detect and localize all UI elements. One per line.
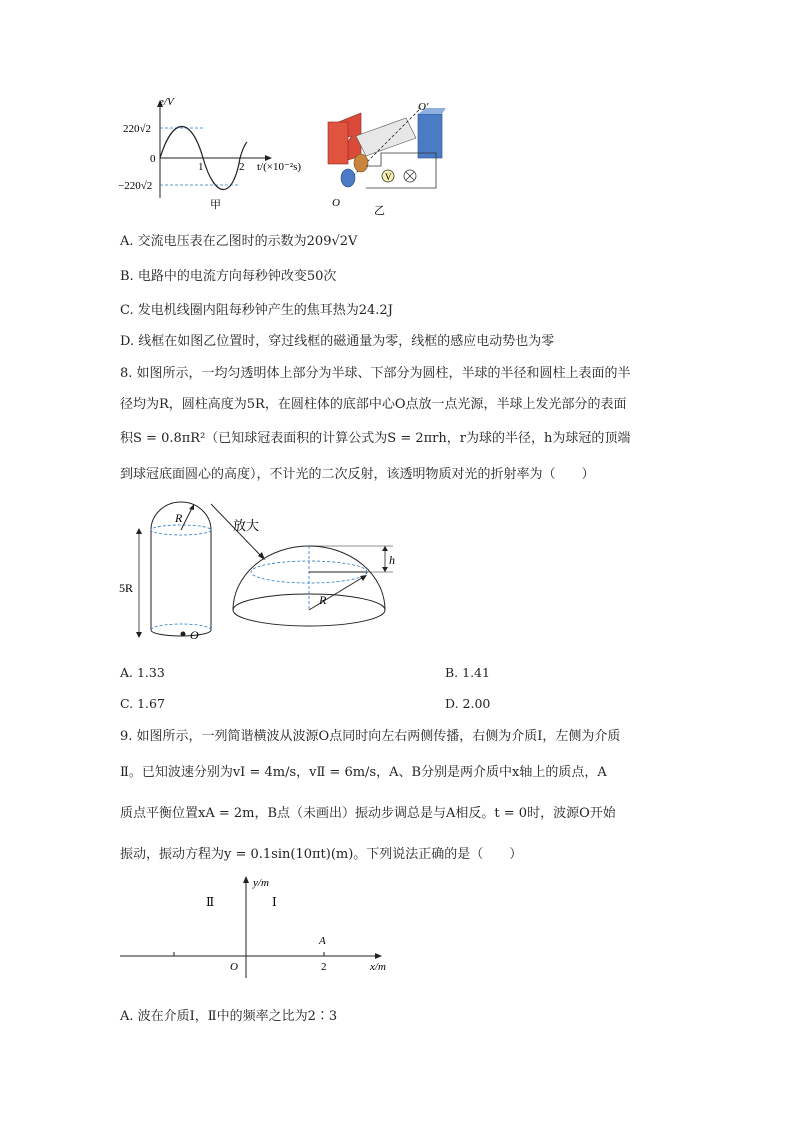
q7-option-d: D. 线框在如图乙位置时，穿过线框的磁通量为零，线框的感应电动势也为零 — [120, 334, 555, 349]
slip-ring-2 — [341, 169, 355, 187]
cylinder-bottom-back — [151, 624, 211, 630]
y-bottom-label: −220√2 — [118, 180, 153, 192]
point-o — [181, 632, 186, 637]
h-label: h — [389, 553, 395, 567]
o-label: O — [332, 197, 340, 209]
slip-ring-1 — [354, 154, 368, 172]
q7-option-c: C. 发电机线圈内阻每秒钟产生的焦耳热为24.2J — [120, 303, 393, 318]
coil-frame — [356, 118, 416, 156]
r-label: R — [175, 511, 183, 525]
x-axis-label: x/m — [370, 961, 386, 973]
q8-option-a: A. 1.33 — [120, 665, 165, 680]
q8-stem-line-2: 径均为R，圆柱高度为5R，在圆柱体的底部中心O点放一点光源，半球上发光部分的表面 — [120, 397, 627, 412]
q8-stem-line-3: 积S = 0.8πR²（已知球冠表面积的计算公式为S = 2πrh，r为球的半径，h为球冠的顶端 — [120, 431, 631, 446]
figure-yi-caption: 乙 — [374, 205, 385, 217]
figure-jia-caption: 甲 — [210, 199, 221, 211]
r2-label: R — [319, 593, 327, 607]
q8-figure — [115, 500, 415, 650]
zoom-label: 放大 — [233, 518, 260, 533]
q8-option-c: C. 1.67 — [120, 696, 165, 711]
radius-arrow — [181, 506, 193, 530]
medium-1-label: Ⅰ — [272, 895, 277, 909]
x-axis-label: t/(×10⁻²s) — [257, 161, 302, 173]
figure-yi-generator — [326, 98, 446, 218]
o-label: O — [190, 628, 199, 642]
y-zero-label: 0 — [150, 153, 156, 165]
q9-stem-line-2: Ⅱ。已知波速分别为vⅠ = 4m/s，vⅡ = 6m/s，A、B分别是两介质中x轴上的质点，A — [120, 765, 607, 780]
x-tick-1: 1 — [198, 161, 204, 173]
o-label: O — [230, 961, 238, 973]
q9-stem-line-1: 9. 如图所示，一列简谐横波从波源O点同时向左右两侧传播，右侧为介质Ⅰ，左侧为介质 — [120, 729, 621, 744]
q7-option-b: B. 电路中的电流方向每秒钟改变50次 — [120, 269, 337, 284]
q9-figure — [118, 872, 398, 982]
q9-stem-line-4: 振动，振动方程为y = 0.1sin(10πt)(m)。下列说法正确的是（ ） — [120, 847, 523, 862]
cylinder-body — [151, 530, 211, 630]
q8-stem-line-1: 8. 如图所示，一均匀透明体上部分为半球、下部分为圆柱，半球的半径和圆柱上表面的半 — [120, 366, 631, 381]
x-tick-2: 2 — [239, 161, 245, 173]
q7-option-a: A. 交流电压表在乙图时的示数为209√2V — [120, 234, 358, 249]
y-top-label: 220√2 — [123, 123, 152, 135]
q9-option-a: A. 波在介质Ⅰ，Ⅱ中的频率之比为2∶3 — [120, 1009, 338, 1024]
medium-2-label: Ⅱ — [206, 895, 215, 909]
red-magnet-face — [328, 122, 348, 164]
q8-option-d: D. 2.00 — [445, 696, 491, 711]
o-prime-label: O′ — [418, 101, 429, 113]
figure-jia-graph — [115, 98, 320, 218]
blue-magnet — [418, 114, 442, 158]
y-axis-label: e/V — [159, 98, 174, 108]
height-label: 5R — [119, 581, 134, 595]
q8-option-b: B. 1.41 — [445, 665, 490, 680]
q8-stem-line-4: 到球冠底面圆心的高度），不计光的二次反射，该透明物质对光的折射率为（ ） — [120, 467, 595, 482]
sphere-radius — [309, 576, 365, 610]
y-axis-label: y/m — [253, 877, 269, 889]
point-a-label: A — [319, 935, 326, 947]
q9-stem-line-3: 质点平衡位置xA = 2m，B点（未画出）振动步调总是与A相反。t = 0时，波源O开始 — [120, 806, 616, 821]
tick-2-label: 2 — [321, 961, 327, 973]
voltmeter-label: V — [385, 172, 392, 182]
